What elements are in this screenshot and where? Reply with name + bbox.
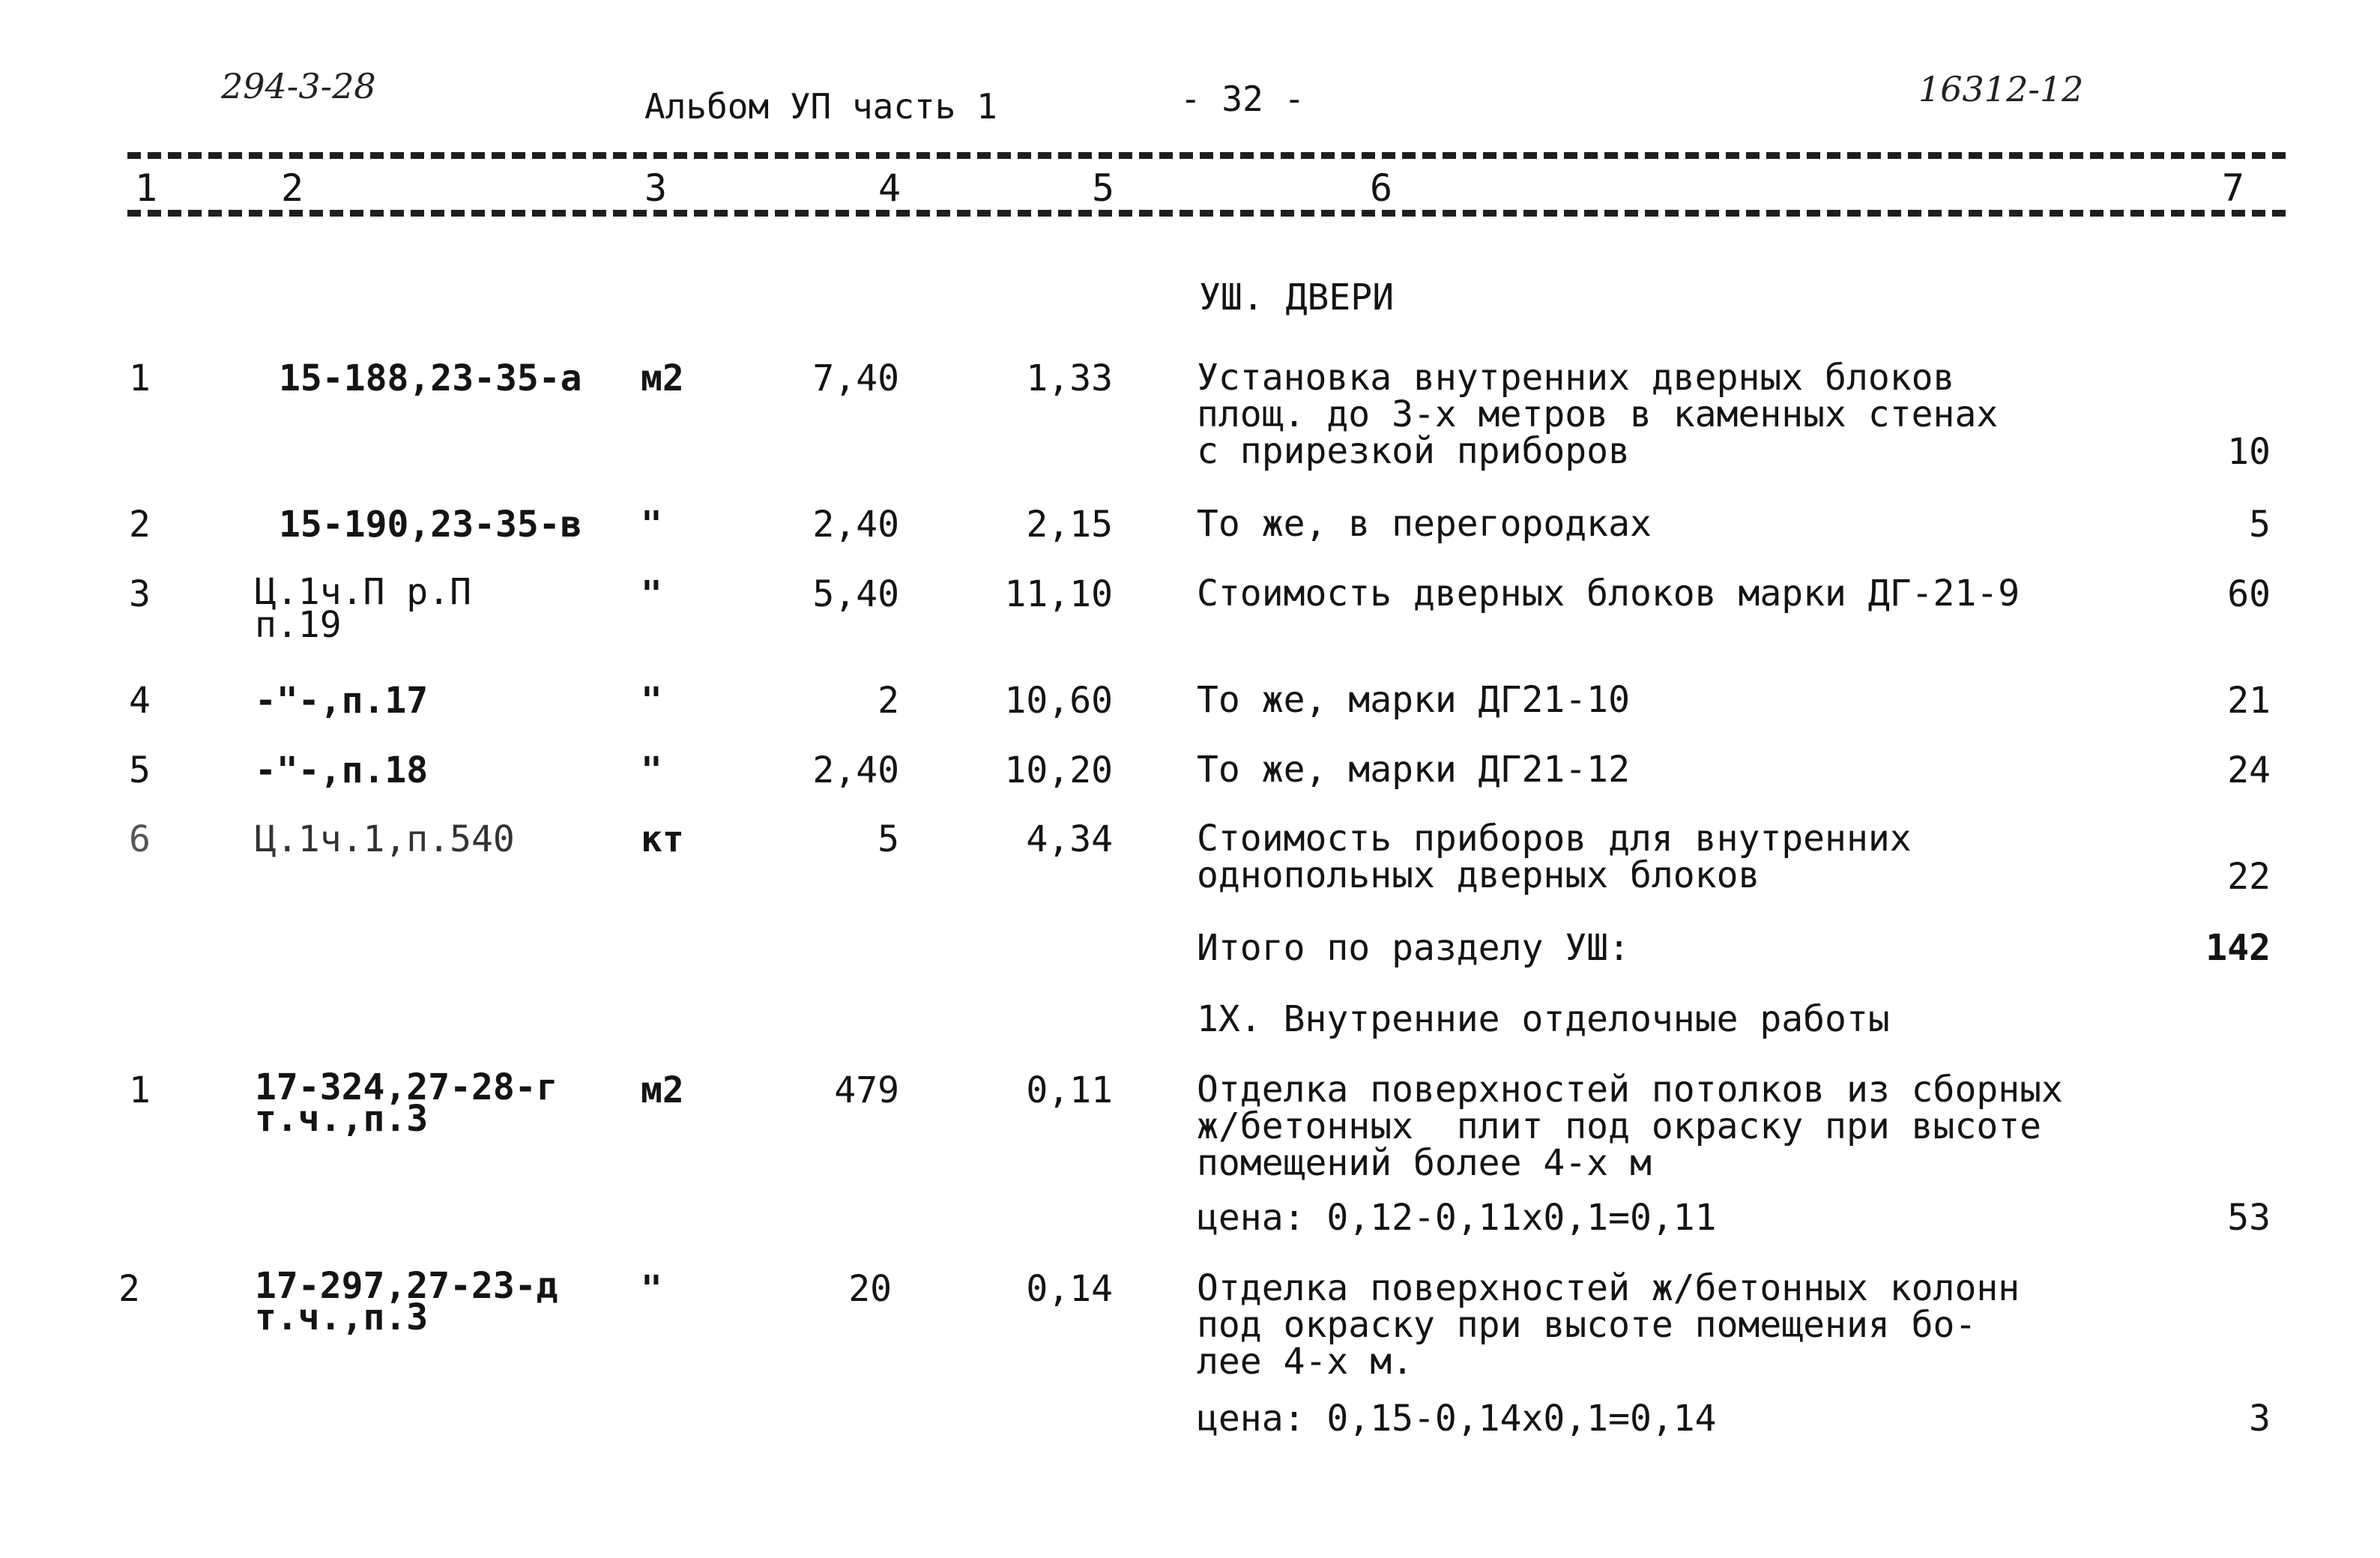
norm-code: 15-190,23-35-в bbox=[279, 504, 582, 546]
column-number-7: 7 bbox=[2222, 166, 2245, 210]
doors-total-label: Итого по разделу УШ: bbox=[1197, 927, 1630, 969]
row-number: 2 bbox=[118, 1268, 140, 1310]
page-number: - 32 - bbox=[1180, 79, 1305, 119]
work-description: То же, марки ДГ21-10 bbox=[1197, 679, 1630, 721]
column-number-4: 4 bbox=[878, 166, 901, 210]
row-number: 5 bbox=[129, 749, 151, 791]
row-total: 5 bbox=[2249, 504, 2271, 546]
norm-code: 17-324,27-28-г т.ч.,п.3 bbox=[255, 1066, 558, 1140]
row-number: 2 bbox=[129, 504, 151, 546]
norm-code: 17-297,27-23-д т.ч.,п.3 bbox=[255, 1265, 558, 1338]
top-dashed-rule bbox=[127, 152, 2286, 159]
album-title: Альбом УП часть 1 bbox=[644, 86, 997, 127]
unit: " bbox=[641, 680, 662, 722]
column-number-2: 2 bbox=[281, 166, 304, 210]
row-total: 21 bbox=[2227, 680, 2271, 722]
row-number: 1 bbox=[129, 357, 151, 399]
norm-code: Ц.1ч.П р.П п.19 bbox=[255, 571, 471, 646]
unit-price: 2,15 bbox=[1026, 504, 1113, 546]
quantity: 2,40 bbox=[812, 504, 899, 546]
unit-price: 11,10 bbox=[1004, 573, 1113, 615]
row-number: 1 bbox=[129, 1069, 151, 1111]
doors-total-value: 142 bbox=[2205, 927, 2271, 969]
doc-code-right: 16312-12 bbox=[1918, 69, 2084, 109]
unit: м2 bbox=[641, 1069, 684, 1111]
row-total: 3 bbox=[2249, 1398, 2271, 1440]
unit: " bbox=[641, 504, 662, 546]
unit-price: 4,34 bbox=[1026, 818, 1113, 860]
work-description: Установка внутренних дверных блоков площ. до 3-х метров в каменных стенах с прирезкой приборов bbox=[1197, 357, 1999, 472]
column-number-1: 1 bbox=[135, 166, 158, 210]
price-calculation: цена: 0,12-0,11х0,1=0,11 bbox=[1197, 1197, 1717, 1239]
row-total: 22 bbox=[2227, 856, 2271, 898]
row-number: 3 bbox=[129, 573, 151, 615]
norm-code: -"-,п.18 bbox=[255, 749, 429, 791]
work-description: То же, в перегородках bbox=[1197, 503, 1652, 545]
unit: м2 bbox=[641, 357, 684, 399]
work-description: Отделка поверхностей ж/бетонных колонн под окраску при высоте помещения бо- лее 4-х м. bbox=[1197, 1267, 2020, 1383]
section-title-finishing: 1Х. Внутренние отделочные работы bbox=[1197, 998, 1890, 1040]
unit: " bbox=[641, 749, 662, 791]
quantity: 5 bbox=[878, 818, 899, 860]
work-description: То же, марки ДГ21-12 bbox=[1197, 749, 1630, 791]
quantity: 2 bbox=[878, 680, 899, 722]
column-number-5: 5 bbox=[1092, 166, 1115, 210]
unit-price: 10,20 bbox=[1004, 749, 1113, 791]
unit-price: 10,60 bbox=[1004, 680, 1113, 722]
norm-code: 15-188,23-35-а bbox=[279, 357, 582, 399]
quantity: 479 bbox=[834, 1069, 899, 1111]
doc-code-left: 294-3-28 bbox=[221, 66, 376, 106]
unit: " bbox=[641, 1268, 662, 1310]
bottom-dashed-rule bbox=[127, 210, 2286, 217]
section-title-doors: УШ. ДВЕРИ bbox=[1199, 277, 1395, 318]
row-number: 6 bbox=[129, 818, 151, 860]
norm-code: -"-,п.17 bbox=[255, 680, 429, 722]
unit-price: 0,11 bbox=[1026, 1069, 1113, 1111]
row-total: 60 bbox=[2227, 573, 2271, 615]
quantity: 20 bbox=[848, 1268, 892, 1310]
row-number: 4 bbox=[129, 680, 151, 722]
unit-price: 0,14 bbox=[1026, 1268, 1113, 1310]
work-description: Стоимость приборов для внутренних однопольных дверных блоков bbox=[1197, 818, 1912, 896]
quantity: 7,40 bbox=[812, 357, 899, 399]
row-total: 53 bbox=[2227, 1197, 2271, 1239]
price-calculation: цена: 0,15-0,14х0,1=0,14 bbox=[1197, 1398, 1717, 1440]
quantity: 5,40 bbox=[812, 573, 899, 615]
work-description: Отделка поверхностей потолков из сборных ж/бетонных плит под окраску при высоте помещений более 4-х м bbox=[1197, 1069, 2063, 1184]
column-number-3: 3 bbox=[644, 166, 668, 210]
unit: " bbox=[641, 573, 662, 615]
work-description: Стоимость дверных блоков марки ДГ-21-9 bbox=[1197, 573, 2020, 615]
row-total: 10 bbox=[2227, 431, 2271, 473]
quantity: 2,40 bbox=[812, 749, 899, 791]
unit-price: 1,33 bbox=[1026, 357, 1113, 399]
row-total: 24 bbox=[2227, 749, 2271, 791]
column-number-6: 6 bbox=[1370, 166, 1393, 210]
norm-code: Ц.1ч.1,п.540 bbox=[255, 818, 515, 860]
unit: кт bbox=[641, 818, 684, 860]
